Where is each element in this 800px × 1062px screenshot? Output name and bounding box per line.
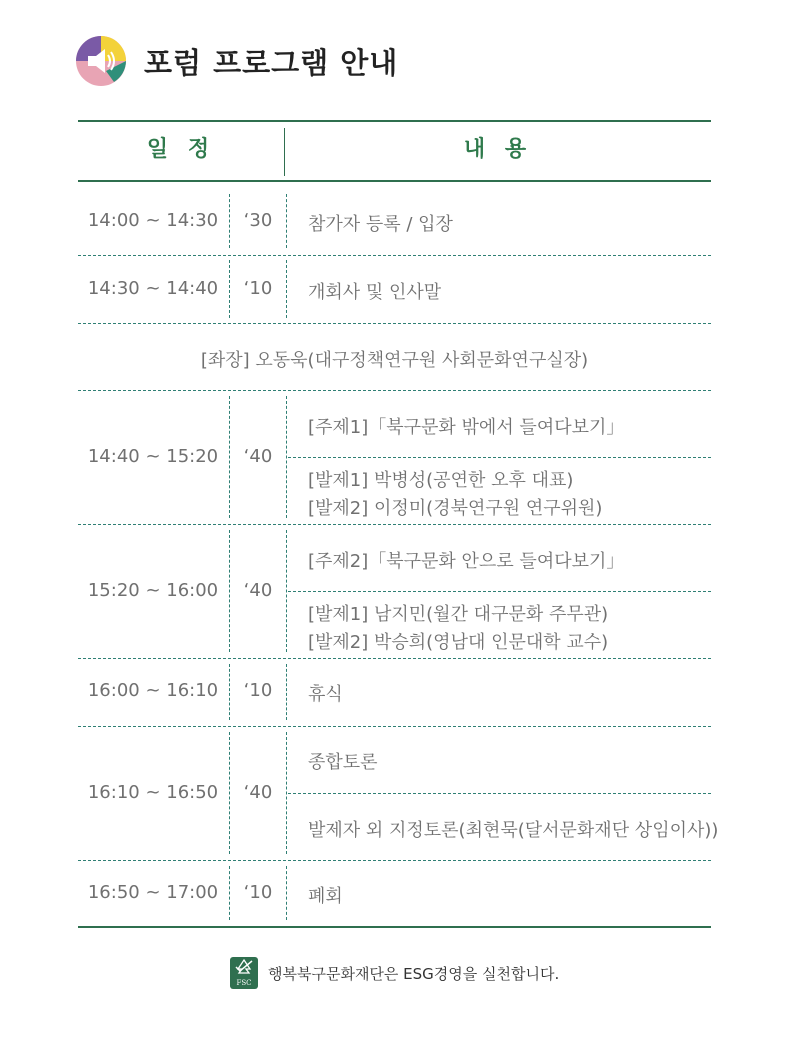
row-separator bbox=[78, 390, 711, 391]
fsc-logo bbox=[230, 957, 258, 989]
table-bottom-rule bbox=[78, 926, 711, 928]
footer bbox=[230, 957, 559, 989]
row-content: 폐회 bbox=[308, 886, 343, 907]
row-content: 참가자 등록 / 입장 bbox=[308, 214, 453, 235]
dash-divider bbox=[286, 732, 287, 854]
row-time: 14:30 ~ 14:40 bbox=[87, 278, 219, 299]
row-time: 14:00 ~ 14:30 bbox=[87, 210, 219, 231]
page-header bbox=[76, 36, 398, 86]
column-header-content: 내 용 bbox=[463, 137, 533, 162]
header-bottom-rule bbox=[78, 180, 711, 182]
dash-divider bbox=[286, 530, 287, 652]
subrow-separator bbox=[288, 457, 711, 458]
presenter-line: [발제2] 이정미(경북연구원 연구위원) bbox=[308, 498, 603, 519]
presenter-line: [발제1] 박병성(공연한 오후 대표) bbox=[308, 470, 574, 491]
row-separator bbox=[78, 323, 711, 324]
row-time: 16:50 ~ 17:00 bbox=[87, 882, 219, 903]
row-time: 14:40 ~ 15:20 bbox=[87, 446, 219, 467]
row-content: 개회사 및 인사말 bbox=[308, 282, 442, 303]
subrow-separator bbox=[288, 793, 711, 794]
column-header-schedule: 일 정 bbox=[146, 137, 216, 162]
row-separator bbox=[78, 860, 711, 861]
row-separator bbox=[78, 255, 711, 256]
dash-divider bbox=[286, 664, 287, 720]
row-duration: ‘10 bbox=[243, 680, 273, 701]
row-separator bbox=[78, 658, 711, 659]
discussion-detail: 발제자 외 지정토론(최현묵(달서문화재단 상임이사)) bbox=[308, 820, 719, 841]
row-time: 16:00 ~ 16:10 bbox=[87, 680, 219, 701]
row-time: 16:10 ~ 16:50 bbox=[87, 782, 219, 803]
chair-line: [좌장] 오동욱(대구정책연구원 사회문화연구실장) bbox=[200, 350, 589, 371]
row-separator bbox=[78, 726, 711, 727]
subrow-separator bbox=[288, 591, 711, 592]
row-time: 15:20 ~ 16:00 bbox=[87, 580, 219, 601]
dash-divider bbox=[286, 866, 287, 920]
megaphone-icon bbox=[76, 36, 126, 86]
session-topic: [주제1]「북구문화 밖에서 들여다보기」 bbox=[308, 417, 625, 438]
session-topic: [주제2]「북구문화 안으로 들여다보기」 bbox=[308, 551, 625, 572]
footer-text: 행복북구문화재단은 ESG경영을 실천합니다. bbox=[268, 964, 560, 983]
row-duration: ‘30 bbox=[243, 210, 273, 231]
row-duration: ‘10 bbox=[243, 882, 273, 903]
page-title: 포럼 프로그램 안내 bbox=[144, 45, 399, 80]
row-duration: ‘40 bbox=[243, 446, 273, 467]
row-content: 휴식 bbox=[308, 684, 343, 705]
dash-divider bbox=[286, 260, 287, 318]
fsc-badge-text: FSC bbox=[236, 979, 252, 987]
session-topic: 종합토론 bbox=[308, 752, 378, 773]
row-duration: ‘40 bbox=[243, 782, 273, 803]
dash-divider bbox=[286, 396, 287, 518]
row-duration: ‘40 bbox=[243, 580, 273, 601]
tree-check-icon bbox=[230, 957, 258, 977]
row-separator bbox=[78, 524, 711, 525]
presenter-line: [발제1] 남지민(월간 대구문화 주무관) bbox=[308, 604, 609, 625]
dash-divider bbox=[286, 194, 287, 248]
row-duration: ‘10 bbox=[243, 278, 273, 299]
presenter-line: [발제2] 박승희(영남대 인문대학 교수) bbox=[308, 632, 609, 653]
